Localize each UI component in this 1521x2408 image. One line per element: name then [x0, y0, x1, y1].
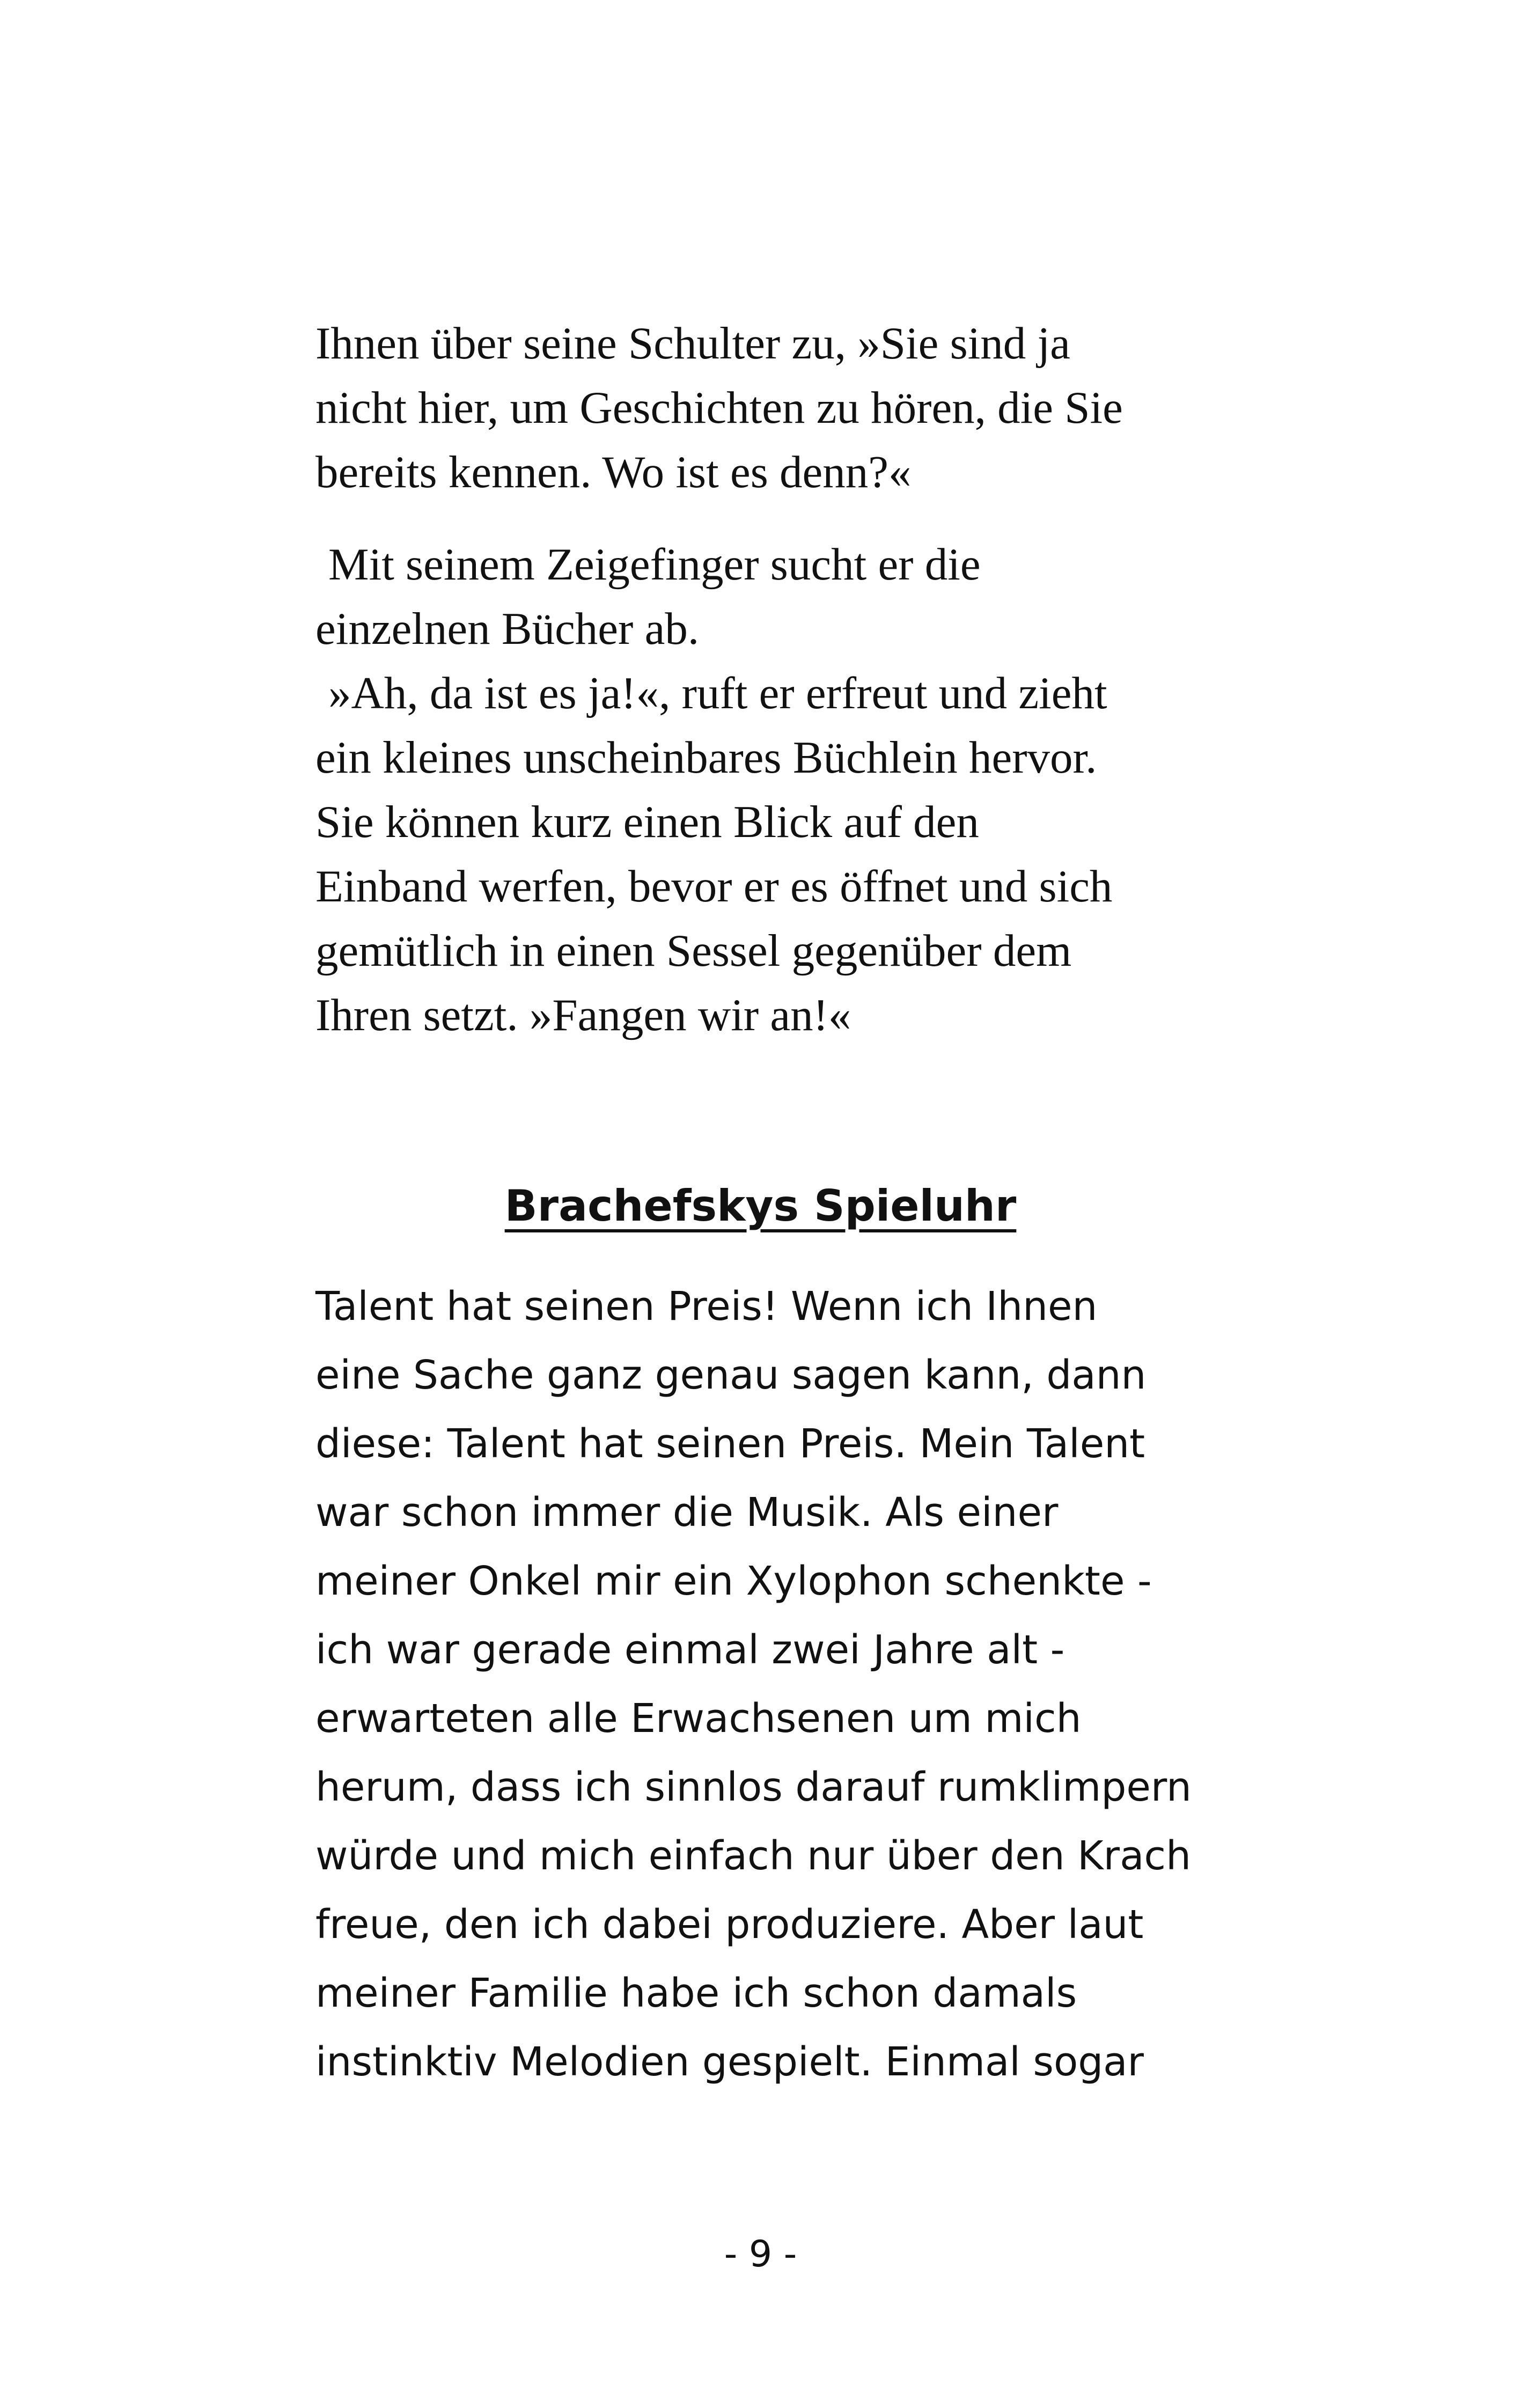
story-line: war schon immer die Musik. Als einer: [315, 1489, 1059, 1536]
intro-line: Mit seinem Zeigefinger sucht er die: [328, 539, 981, 590]
intro-line: Sie können kurz einen Blick auf den: [315, 797, 979, 847]
story-line: diese: Talent hat seinen Preis. Mein Talent: [315, 1421, 1145, 1467]
intro-line: gemütlich in einen Sessel gegenüber dem: [315, 926, 1072, 976]
story-line: eine Sache ganz genau sagen kann, dann: [315, 1352, 1147, 1398]
story-line: herum, dass ich sinnlos darauf rumklimpern: [315, 1764, 1192, 1810]
chapter-heading: Brachefskys Spieluhr: [504, 1181, 1017, 1231]
intro-line: Einband werfen, bevor er es öffnet und sich: [315, 861, 1113, 912]
story-line: meiner Familie habe ich schon damals: [315, 1970, 1077, 2016]
story-line: ich war gerade einmal zwei Jahre alt -: [315, 1627, 1065, 1673]
intro-line: nicht hier, um Geschichten zu hören, die Sie: [315, 383, 1123, 433]
page-number: - 9 -: [724, 2233, 797, 2275]
intro-line: ein kleines unscheinbares Büchlein hervor.: [315, 732, 1097, 783]
story-line: erwarteten alle Erwachsenen um mich: [315, 1695, 1082, 1742]
story-line: instinktiv Melodien gespielt. Einmal sogar: [315, 2039, 1144, 2085]
intro-line: einzelnen Bücher ab.: [315, 604, 700, 654]
intro-line: »Ah, da ist es ja!«, ruft er erfreut und zieht: [328, 668, 1107, 718]
story-line: freue, den ich dabei produziere. Aber laut: [315, 1902, 1144, 1948]
story-line: Talent hat seinen Preis! Wenn ich Ihnen: [315, 1283, 1098, 1330]
intro-line: Ihnen über seine Schulter zu, »Sie sind ja: [315, 318, 1070, 369]
story-line: würde und mich einfach nur über den Krach: [315, 1833, 1192, 1879]
intro-line: Ihren setzt. »Fangen wir an!«: [315, 990, 851, 1040]
story-line: meiner Onkel mir ein Xylophon schenkte -: [315, 1558, 1152, 1604]
intro-line: bereits kennen. Wo ist es denn?«: [315, 447, 912, 497]
